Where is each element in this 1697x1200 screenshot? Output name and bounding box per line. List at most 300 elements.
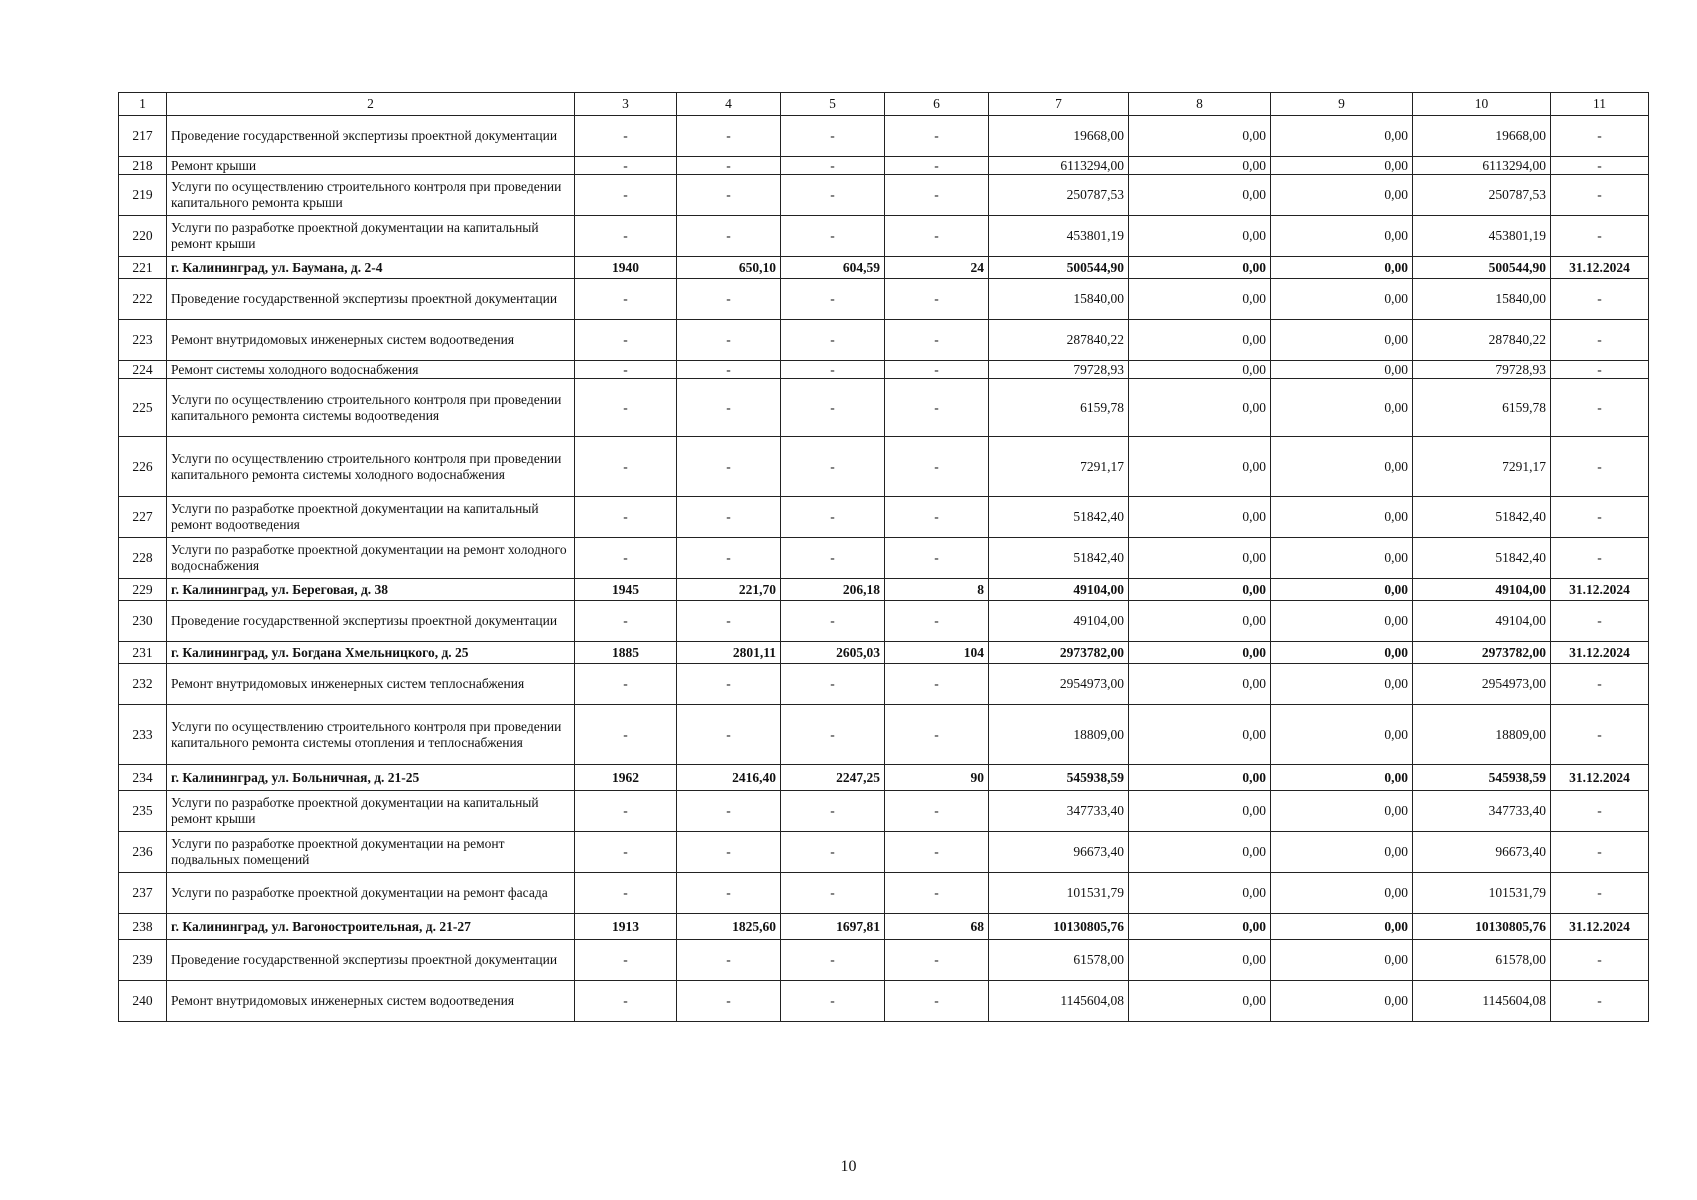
cost-total-cell: 18809,00 <box>989 705 1129 765</box>
cost-owners-cell: 500544,90 <box>1413 257 1551 279</box>
area-total-cell: 221,70 <box>677 579 781 601</box>
cost-budget-cell: 0,00 <box>1271 157 1413 175</box>
cost-total-cell: 6113294,00 <box>989 157 1129 175</box>
row-number: 221 <box>119 257 167 279</box>
cost-budget-cell: 0,00 <box>1271 601 1413 642</box>
column-header: 1 <box>119 93 167 116</box>
cost-budget-cell: 0,00 <box>1271 216 1413 257</box>
residents-cell: - <box>885 940 989 981</box>
cost-budget-cell: 0,00 <box>1271 175 1413 216</box>
cost-total-cell: 347733,40 <box>989 791 1129 832</box>
row-number: 238 <box>119 914 167 940</box>
page-number: 10 <box>840 1158 857 1175</box>
residents-cell: - <box>885 116 989 157</box>
cost-owners-cell: 61578,00 <box>1413 940 1551 981</box>
row-number: 240 <box>119 981 167 1022</box>
cost-total-cell: 7291,17 <box>989 437 1129 497</box>
year-cell: - <box>575 791 677 832</box>
column-header: 7 <box>989 93 1129 116</box>
cost-budget-cell: 0,00 <box>1271 497 1413 538</box>
residents-cell: - <box>885 873 989 914</box>
column-header: 4 <box>677 93 781 116</box>
cost-budget-cell: 0,00 <box>1271 705 1413 765</box>
year-cell: - <box>575 705 677 765</box>
repair-program-table <box>118 92 1649 1022</box>
row-name: г. Калининград, ул. Больничная, д. 21-25 <box>167 765 575 791</box>
cost-fund-cell: 0,00 <box>1129 379 1271 437</box>
residents-cell: - <box>885 664 989 705</box>
cost-fund-cell: 0,00 <box>1129 705 1271 765</box>
cost-budget-cell: 0,00 <box>1271 257 1413 279</box>
row-number: 224 <box>119 361 167 379</box>
cost-total-cell: 96673,40 <box>989 832 1129 873</box>
residents-cell: 68 <box>885 914 989 940</box>
cost-fund-cell: 0,00 <box>1129 791 1271 832</box>
cost-total-cell: 49104,00 <box>989 579 1129 601</box>
column-header: 9 <box>1271 93 1413 116</box>
residents-cell: - <box>885 705 989 765</box>
row-number: 218 <box>119 157 167 175</box>
deadline-cell: - <box>1551 538 1649 579</box>
area-living-cell: 206,18 <box>781 579 885 601</box>
row-name: Ремонт крыши <box>167 157 575 175</box>
cost-fund-cell: 0,00 <box>1129 940 1271 981</box>
work-row <box>119 664 1649 705</box>
cost-total-cell: 101531,79 <box>989 873 1129 914</box>
area-living-cell: - <box>781 379 885 437</box>
area-living-cell: - <box>781 705 885 765</box>
cost-fund-cell: 0,00 <box>1129 257 1271 279</box>
row-name: г. Калининград, ул. Баумана, д. 2-4 <box>167 257 575 279</box>
work-row <box>119 175 1649 216</box>
deadline-cell: - <box>1551 157 1649 175</box>
cost-fund-cell: 0,00 <box>1129 175 1271 216</box>
row-number: 227 <box>119 497 167 538</box>
work-row <box>119 379 1649 437</box>
cost-fund-cell: 0,00 <box>1129 664 1271 705</box>
area-living-cell: 1697,81 <box>781 914 885 940</box>
deadline-cell: - <box>1551 873 1649 914</box>
row-number: 222 <box>119 279 167 320</box>
year-cell: - <box>575 940 677 981</box>
year-cell: 1945 <box>575 579 677 601</box>
year-cell: 1962 <box>575 765 677 791</box>
cost-fund-cell: 0,00 <box>1129 579 1271 601</box>
residents-cell: - <box>885 157 989 175</box>
cost-fund-cell: 0,00 <box>1129 642 1271 664</box>
cost-budget-cell: 0,00 <box>1271 664 1413 705</box>
area-total-cell: - <box>677 437 781 497</box>
area-living-cell: - <box>781 981 885 1022</box>
row-number: 239 <box>119 940 167 981</box>
cost-fund-cell: 0,00 <box>1129 832 1271 873</box>
residents-cell: 8 <box>885 579 989 601</box>
row-name: Услуги по разработке проектной документации на ремонт холодного водоснабжения <box>167 538 575 579</box>
area-living-cell: - <box>781 832 885 873</box>
year-cell: 1885 <box>575 642 677 664</box>
cost-owners-cell: 6113294,00 <box>1413 157 1551 175</box>
area-total-cell: 1825,60 <box>677 914 781 940</box>
cost-fund-cell: 0,00 <box>1129 320 1271 361</box>
row-name: Услуги по осуществлению строительного контроля при проведении капитального ремонта системы отопления и теплоснабжения <box>167 705 575 765</box>
work-row <box>119 538 1649 579</box>
year-cell: - <box>575 981 677 1022</box>
area-total-cell: - <box>677 379 781 437</box>
cost-budget-cell: 0,00 <box>1271 538 1413 579</box>
deadline-cell: - <box>1551 832 1649 873</box>
cost-total-cell: 287840,22 <box>989 320 1129 361</box>
work-row <box>119 705 1649 765</box>
cost-owners-cell: 10130805,76 <box>1413 914 1551 940</box>
row-name: Ремонт внутридомовых инженерных систем теплоснабжения <box>167 664 575 705</box>
area-total-cell: - <box>677 320 781 361</box>
work-row <box>119 940 1649 981</box>
cost-total-cell: 250787,53 <box>989 175 1129 216</box>
cost-fund-cell: 0,00 <box>1129 914 1271 940</box>
cost-budget-cell: 0,00 <box>1271 379 1413 437</box>
column-header: 6 <box>885 93 989 116</box>
row-name: Услуги по разработке проектной документации на капитальный ремонт крыши <box>167 791 575 832</box>
cost-owners-cell: 347733,40 <box>1413 791 1551 832</box>
row-number: 231 <box>119 642 167 664</box>
deadline-cell: - <box>1551 116 1649 157</box>
cost-fund-cell: 0,00 <box>1129 601 1271 642</box>
cost-total-cell: 51842,40 <box>989 497 1129 538</box>
area-living-cell: - <box>781 216 885 257</box>
cost-owners-cell: 49104,00 <box>1413 579 1551 601</box>
deadline-cell: 31.12.2024 <box>1551 765 1649 791</box>
column-header: 10 <box>1413 93 1551 116</box>
deadline-cell: 31.12.2024 <box>1551 257 1649 279</box>
deadline-cell: - <box>1551 705 1649 765</box>
row-name: Ремонт внутридомовых инженерных систем водоотведения <box>167 981 575 1022</box>
address-row <box>119 257 1649 279</box>
deadline-cell: - <box>1551 497 1649 538</box>
cost-budget-cell: 0,00 <box>1271 873 1413 914</box>
cost-fund-cell: 0,00 <box>1129 765 1271 791</box>
cost-total-cell: 49104,00 <box>989 601 1129 642</box>
row-number: 237 <box>119 873 167 914</box>
cost-budget-cell: 0,00 <box>1271 579 1413 601</box>
cost-total-cell: 2973782,00 <box>989 642 1129 664</box>
cost-budget-cell: 0,00 <box>1271 320 1413 361</box>
cost-budget-cell: 0,00 <box>1271 981 1413 1022</box>
area-total-cell: 2416,40 <box>677 765 781 791</box>
cost-owners-cell: 6159,78 <box>1413 379 1551 437</box>
row-name: Услуги по осуществлению строительного контроля при проведении капитального ремонта системы водоотведения <box>167 379 575 437</box>
deadline-cell: - <box>1551 981 1649 1022</box>
year-cell: - <box>575 437 677 497</box>
cost-owners-cell: 101531,79 <box>1413 873 1551 914</box>
work-row <box>119 437 1649 497</box>
row-number: 230 <box>119 601 167 642</box>
cost-budget-cell: 0,00 <box>1271 361 1413 379</box>
work-row <box>119 116 1649 157</box>
row-name: Ремонт системы холодного водоснабжения <box>167 361 575 379</box>
area-living-cell: - <box>781 664 885 705</box>
cost-total-cell: 61578,00 <box>989 940 1129 981</box>
cost-owners-cell: 7291,17 <box>1413 437 1551 497</box>
deadline-cell: - <box>1551 216 1649 257</box>
address-row <box>119 579 1649 601</box>
address-row <box>119 642 1649 664</box>
cost-owners-cell: 51842,40 <box>1413 538 1551 579</box>
cost-owners-cell: 51842,40 <box>1413 497 1551 538</box>
cost-budget-cell: 0,00 <box>1271 642 1413 664</box>
column-header: 3 <box>575 93 677 116</box>
area-living-cell: 604,59 <box>781 257 885 279</box>
row-name: Проведение государственной экспертизы проектной документации <box>167 279 575 320</box>
row-name: Услуги по осуществлению строительного контроля при проведении капитального ремонта крыши <box>167 175 575 216</box>
deadline-cell: - <box>1551 379 1649 437</box>
residents-cell: - <box>885 175 989 216</box>
cost-budget-cell: 0,00 <box>1271 940 1413 981</box>
area-total-cell: 2801,11 <box>677 642 781 664</box>
cost-total-cell: 500544,90 <box>989 257 1129 279</box>
row-name: Услуги по разработке проектной документации на капитальный ремонт крыши <box>167 216 575 257</box>
year-cell: 1940 <box>575 257 677 279</box>
cost-budget-cell: 0,00 <box>1271 914 1413 940</box>
row-number: 217 <box>119 116 167 157</box>
cost-owners-cell: 287840,22 <box>1413 320 1551 361</box>
row-name: г. Калининград, ул. Богдана Хмельницкого, д. 25 <box>167 642 575 664</box>
deadline-cell: - <box>1551 320 1649 361</box>
row-name: Ремонт внутридомовых инженерных систем водоотведения <box>167 320 575 361</box>
year-cell: - <box>575 379 677 437</box>
cost-owners-cell: 250787,53 <box>1413 175 1551 216</box>
row-name: г. Калининград, ул. Вагоностроительная, д. 21-27 <box>167 914 575 940</box>
column-header: 11 <box>1551 93 1649 116</box>
area-total-cell: - <box>677 873 781 914</box>
area-living-cell: - <box>781 116 885 157</box>
cost-budget-cell: 0,00 <box>1271 832 1413 873</box>
area-living-cell: - <box>781 361 885 379</box>
row-number: 233 <box>119 705 167 765</box>
deadline-cell: 31.12.2024 <box>1551 579 1649 601</box>
year-cell: - <box>575 538 677 579</box>
area-total-cell: - <box>677 981 781 1022</box>
work-row <box>119 873 1649 914</box>
column-number-header <box>119 93 1649 116</box>
row-name: Услуги по осуществлению строительного контроля при проведении капитального ремонта системы холодного водоснабжения <box>167 437 575 497</box>
area-total-cell: - <box>677 940 781 981</box>
year-cell: - <box>575 157 677 175</box>
cost-owners-cell: 545938,59 <box>1413 765 1551 791</box>
cost-fund-cell: 0,00 <box>1129 981 1271 1022</box>
cost-fund-cell: 0,00 <box>1129 497 1271 538</box>
cost-fund-cell: 0,00 <box>1129 157 1271 175</box>
residents-cell: - <box>885 538 989 579</box>
row-number: 220 <box>119 216 167 257</box>
area-living-cell: - <box>781 538 885 579</box>
work-row <box>119 497 1649 538</box>
row-name: Услуги по разработке проектной документации на ремонт подвальных помещений <box>167 832 575 873</box>
year-cell: - <box>575 320 677 361</box>
row-number: 228 <box>119 538 167 579</box>
area-total-cell: - <box>677 497 781 538</box>
address-row <box>119 914 1649 940</box>
year-cell: - <box>575 497 677 538</box>
row-number: 234 <box>119 765 167 791</box>
deadline-cell: - <box>1551 791 1649 832</box>
cost-total-cell: 545938,59 <box>989 765 1129 791</box>
area-living-cell: - <box>781 279 885 320</box>
cost-owners-cell: 96673,40 <box>1413 832 1551 873</box>
area-living-cell: - <box>781 873 885 914</box>
residents-cell: - <box>885 832 989 873</box>
residents-cell: - <box>885 216 989 257</box>
cost-fund-cell: 0,00 <box>1129 279 1271 320</box>
address-row <box>119 765 1649 791</box>
area-living-cell: - <box>781 940 885 981</box>
area-total-cell: - <box>677 279 781 320</box>
row-number: 232 <box>119 664 167 705</box>
residents-cell: - <box>885 361 989 379</box>
year-cell: - <box>575 216 677 257</box>
work-row <box>119 157 1649 175</box>
work-row <box>119 791 1649 832</box>
deadline-cell: - <box>1551 175 1649 216</box>
row-name: Проведение государственной экспертизы проектной документации <box>167 940 575 981</box>
area-living-cell: - <box>781 497 885 538</box>
row-name: Услуги по разработке проектной документации на капитальный ремонт водоотведения <box>167 497 575 538</box>
row-name: Услуги по разработке проектной документации на ремонт фасада <box>167 873 575 914</box>
year-cell: - <box>575 832 677 873</box>
cost-owners-cell: 49104,00 <box>1413 601 1551 642</box>
work-row <box>119 216 1649 257</box>
row-name: г. Калининград, ул. Береговая, д. 38 <box>167 579 575 601</box>
area-total-cell: - <box>677 216 781 257</box>
row-number: 219 <box>119 175 167 216</box>
cost-owners-cell: 79728,93 <box>1413 361 1551 379</box>
area-total-cell: - <box>677 664 781 705</box>
column-header: 8 <box>1129 93 1271 116</box>
year-cell: - <box>575 279 677 320</box>
cost-total-cell: 51842,40 <box>989 538 1129 579</box>
cost-owners-cell: 1145604,08 <box>1413 981 1551 1022</box>
cost-total-cell: 2954973,00 <box>989 664 1129 705</box>
cost-owners-cell: 19668,00 <box>1413 116 1551 157</box>
cost-owners-cell: 2954973,00 <box>1413 664 1551 705</box>
cost-budget-cell: 0,00 <box>1271 765 1413 791</box>
deadline-cell: - <box>1551 940 1649 981</box>
deadline-cell: - <box>1551 437 1649 497</box>
area-living-cell: - <box>781 175 885 216</box>
cost-total-cell: 79728,93 <box>989 361 1129 379</box>
cost-owners-cell: 15840,00 <box>1413 279 1551 320</box>
row-number: 225 <box>119 379 167 437</box>
column-header: 5 <box>781 93 885 116</box>
work-row <box>119 601 1649 642</box>
area-total-cell: - <box>677 601 781 642</box>
area-living-cell: - <box>781 791 885 832</box>
cost-budget-cell: 0,00 <box>1271 279 1413 320</box>
row-number: 229 <box>119 579 167 601</box>
area-total-cell: - <box>677 116 781 157</box>
cost-total-cell: 15840,00 <box>989 279 1129 320</box>
year-cell: - <box>575 361 677 379</box>
cost-total-cell: 19668,00 <box>989 116 1129 157</box>
work-row <box>119 361 1649 379</box>
area-total-cell: - <box>677 157 781 175</box>
row-name: Проведение государственной экспертизы проектной документации <box>167 116 575 157</box>
year-cell: 1913 <box>575 914 677 940</box>
year-cell: - <box>575 601 677 642</box>
area-total-cell: 650,10 <box>677 257 781 279</box>
work-row <box>119 981 1649 1022</box>
cost-total-cell: 453801,19 <box>989 216 1129 257</box>
area-living-cell: 2605,03 <box>781 642 885 664</box>
row-number: 236 <box>119 832 167 873</box>
year-cell: - <box>575 664 677 705</box>
deadline-cell: - <box>1551 279 1649 320</box>
residents-cell: - <box>885 320 989 361</box>
area-total-cell: - <box>677 175 781 216</box>
cost-fund-cell: 0,00 <box>1129 116 1271 157</box>
area-living-cell: - <box>781 157 885 175</box>
residents-cell: - <box>885 791 989 832</box>
work-row <box>119 279 1649 320</box>
area-living-cell: - <box>781 437 885 497</box>
area-living-cell: - <box>781 320 885 361</box>
residents-cell: - <box>885 437 989 497</box>
residents-cell: - <box>885 379 989 437</box>
cost-fund-cell: 0,00 <box>1129 538 1271 579</box>
cost-owners-cell: 2973782,00 <box>1413 642 1551 664</box>
area-living-cell: 2247,25 <box>781 765 885 791</box>
cost-fund-cell: 0,00 <box>1129 361 1271 379</box>
deadline-cell: - <box>1551 361 1649 379</box>
cost-total-cell: 10130805,76 <box>989 914 1129 940</box>
area-living-cell: - <box>781 601 885 642</box>
cost-budget-cell: 0,00 <box>1271 791 1413 832</box>
cost-owners-cell: 453801,19 <box>1413 216 1551 257</box>
cost-fund-cell: 0,00 <box>1129 873 1271 914</box>
cost-total-cell: 1145604,08 <box>989 981 1129 1022</box>
work-row <box>119 320 1649 361</box>
year-cell: - <box>575 116 677 157</box>
residents-cell: - <box>885 497 989 538</box>
row-number: 226 <box>119 437 167 497</box>
deadline-cell: - <box>1551 601 1649 642</box>
row-number: 223 <box>119 320 167 361</box>
residents-cell: - <box>885 981 989 1022</box>
deadline-cell: - <box>1551 664 1649 705</box>
area-total-cell: - <box>677 791 781 832</box>
residents-cell: - <box>885 279 989 320</box>
residents-cell: 24 <box>885 257 989 279</box>
row-name: Проведение государственной экспертизы проектной документации <box>167 601 575 642</box>
work-row <box>119 832 1649 873</box>
cost-budget-cell: 0,00 <box>1271 116 1413 157</box>
year-cell: - <box>575 175 677 216</box>
area-total-cell: - <box>677 361 781 379</box>
cost-fund-cell: 0,00 <box>1129 437 1271 497</box>
row-number: 235 <box>119 791 167 832</box>
deadline-cell: 31.12.2024 <box>1551 914 1649 940</box>
cost-fund-cell: 0,00 <box>1129 216 1271 257</box>
residents-cell: - <box>885 601 989 642</box>
cost-budget-cell: 0,00 <box>1271 437 1413 497</box>
cost-owners-cell: 18809,00 <box>1413 705 1551 765</box>
cost-total-cell: 6159,78 <box>989 379 1129 437</box>
residents-cell: 104 <box>885 642 989 664</box>
area-total-cell: - <box>677 538 781 579</box>
area-total-cell: - <box>677 832 781 873</box>
deadline-cell: 31.12.2024 <box>1551 642 1649 664</box>
year-cell: - <box>575 873 677 914</box>
column-header: 2 <box>167 93 575 116</box>
